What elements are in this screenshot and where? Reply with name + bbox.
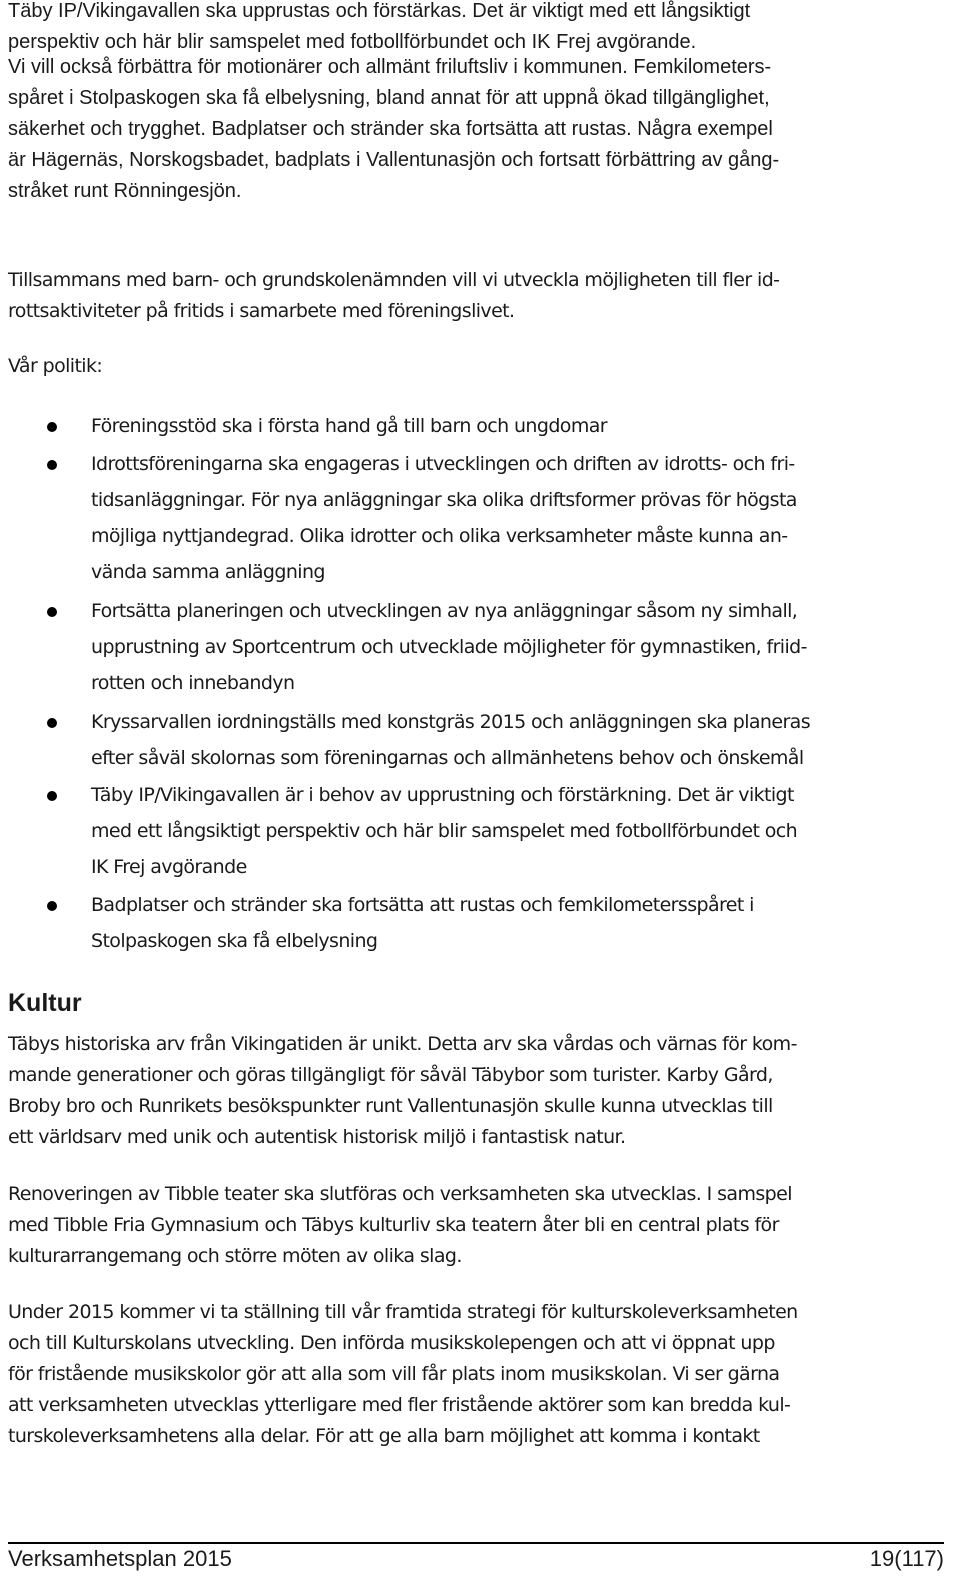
text-line: Renoveringen av Tibble teater ska slutföras och verksamheten ska utvecklas. I samspel [8, 1183, 792, 1205]
section-heading: Kultur [8, 989, 82, 1017]
text-line: Täby IP/Vikingavallen är i behov av upprustning och förstärkning. Det är viktigt [91, 784, 794, 806]
bullet-icon [47, 607, 57, 617]
text-line: Täbys historiska arv från Vikingatiden är unikt. Detta arv ska vårdas och värnas för kom- [8, 1033, 797, 1055]
text-line: säkerhet och trygghet. Badplatser och stränder ska fortsätta att rustas. Några exempel [8, 118, 773, 140]
text-line: mande generationer och göras tillgängligt för såväl Täbybor som turister. Karby Gård, [8, 1064, 773, 1086]
text-line: perspektiv och här blir samspelet med fotbollförbundet och IK Frej avgörande. [8, 31, 697, 53]
footer-divider [8, 1542, 944, 1544]
text-line: vända samma anläggning [91, 561, 325, 583]
policy-label: Vår politik: [8, 355, 103, 377]
text-line: efter såväl skolornas som föreningarnas och allmänhetens behov och önskemål [91, 747, 804, 769]
text-line: Tillsammans med barn- och grundskolenämnden vill vi utveckla möjligheten till fler id- [8, 269, 780, 291]
text-line: upprustning av Sportcentrum och utvecklade möjligheter för gymnastiken, friid- [91, 636, 807, 658]
culture-paragraph [8, 1029, 952, 1153]
text-line: för fristående musikskolor gör att alla som vill får plats inom musikskolan. Vi ser gärna [8, 1363, 780, 1385]
text-line: stråket runt Rönningesjön. [8, 180, 242, 202]
text-line: Vi vill också förbättra för motionärer och allmänt friluftsliv i kommunen. Femkilometers- [8, 56, 772, 78]
culture-paragraph [8, 1179, 952, 1272]
bullet-icon [47, 718, 57, 728]
text-line: spåret i Stolpaskogen ska få elbelysning, bland annat för att uppnå ökad tillgänglighet, [8, 87, 770, 109]
bullet-icon [47, 422, 57, 432]
text-line: Badplatser och stränder ska fortsätta att rustas och femkilometersspåret i [91, 894, 754, 916]
text-line: Stolpaskogen ska få elbelysning [91, 930, 378, 952]
intro-paragraph [8, 0, 952, 58]
text-line: ett världsarv med unik och autentisk historisk miljö i fantastisk natur. [8, 1126, 626, 1148]
text-line: Kryssarvallen iordningställs med konstgräs 2015 och anläggningen ska planeras [91, 711, 811, 733]
text-line: Föreningsstöd ska i första hand gå till barn och ungdomar [91, 415, 607, 437]
motion-paragraph [8, 52, 952, 207]
text-line: Täby IP/Vikingavallen ska upprustas och förstärkas. Det är viktigt med ett långsiktigt [8, 0, 751, 22]
culture-paragraph [8, 1297, 952, 1452]
page-number: 19(117) [869, 1546, 944, 1571]
text-line: med Tibble Fria Gymnasium och Täbys kulturliv ska teatern åter bli en central plats för [8, 1214, 779, 1236]
text-line: IK Frej avgörande [91, 856, 247, 878]
text-line: att verksamheten utvecklas ytterligare med fler fristående aktörer som kan bredda kul- [8, 1394, 791, 1416]
bullet-icon [47, 791, 57, 801]
school-paragraph [8, 265, 952, 327]
text-line: kulturarrangemang och större möten av olika slag. [8, 1245, 462, 1267]
text-line: är Hägernäs, Norskogsbadet, badplats i Vallentunasjön och fortsatt förbättring av gång- [8, 149, 780, 171]
footer-title: Verksamhetsplan 2015 [8, 1546, 232, 1571]
text-line: Fortsätta planeringen och utvecklingen av nya anläggningar såsom ny simhall, [91, 600, 798, 622]
text-line: möjliga nyttjandegrad. Olika idrotter och olika verksamheter måste kunna an- [91, 525, 788, 547]
text-line: Broby bro och Runrikets besökspunkter runt Vallentunasjön skulle kunna utvecklas till [8, 1095, 773, 1117]
text-line: med ett långsiktigt perspektiv och här blir samspelet med fotbollförbundet och [91, 820, 798, 842]
text-line: Under 2015 kommer vi ta ställning till vår framtida strategi för kulturskoleverksamheten [8, 1301, 798, 1323]
text-line: turskoleverksamhetens alla delar. För att ge alla barn möjlighet att komma i kontakt [8, 1425, 760, 1447]
text-line: rottsaktiviteter på fritids i samarbete med föreningslivet. [8, 300, 515, 322]
bullet-icon [47, 901, 57, 911]
text-line: rotten och innebandyn [91, 672, 295, 694]
text-line: tidsanläggningar. För nya anläggningar ska olika driftsformer prövas för högsta [91, 489, 797, 511]
text-line: och till Kulturskolans utveckling. Den införda musikskolepengen och att vi öppnat upp [8, 1332, 775, 1354]
bullet-icon [47, 460, 57, 470]
text-line: Idrottsföreningarna ska engageras i utvecklingen och driften av idrotts- och fri- [91, 453, 795, 475]
